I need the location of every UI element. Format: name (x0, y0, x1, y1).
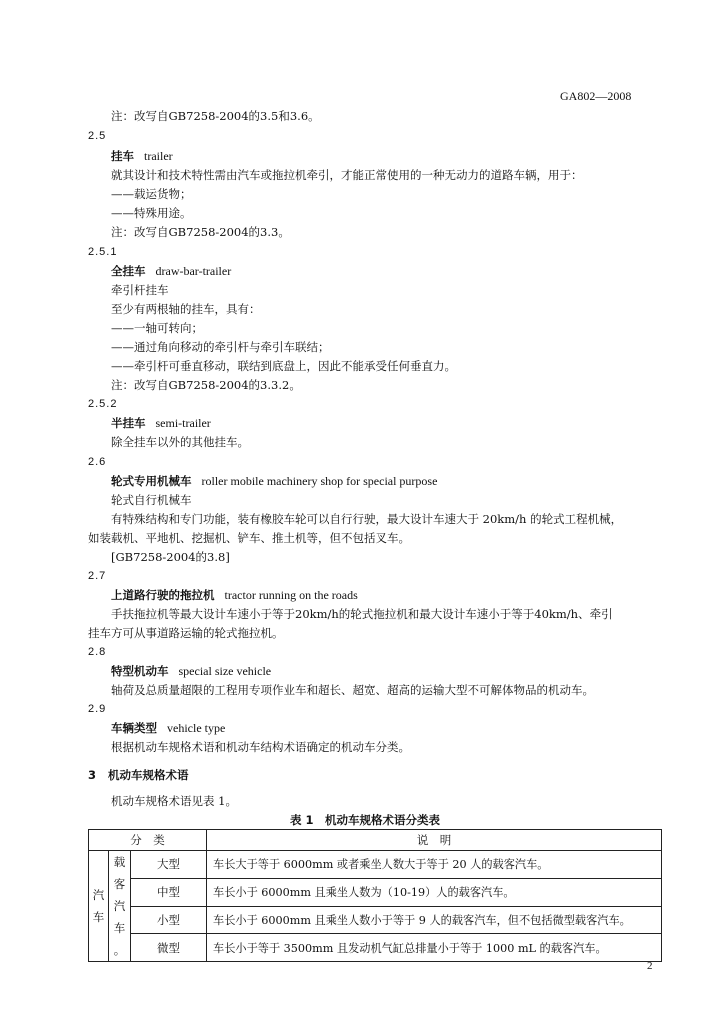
list-item: ——特殊用途。 (111, 206, 192, 220)
term-en: special size vehicle (178, 664, 272, 678)
reference: [GB7258-2004的3.8] (111, 550, 230, 564)
term-entry (111, 587, 358, 603)
clause-number: 2.6 (88, 456, 107, 468)
subgroup-char: 客 (113, 877, 126, 891)
term-en: trailer (144, 149, 173, 163)
section-heading (88, 767, 189, 783)
term-zh: 特型机动车 (111, 664, 169, 678)
section-intro: 机动车规格术语见表 1。 (111, 794, 237, 808)
size-cell: 中型 (131, 878, 207, 906)
term-entry (111, 720, 225, 736)
list-item: ——牵引杆可垂直移动，联结到底盘上，因此不能承受任何垂直力。 (111, 359, 456, 373)
definition: 至少有两根轴的挂车，具有： (111, 302, 261, 316)
group-cell (89, 851, 109, 962)
doc-code: GA802—2008 (560, 89, 632, 103)
term-entry (111, 263, 231, 279)
term-en: tractor running on the roads (224, 588, 358, 602)
list-item: ——载运货物； (111, 187, 192, 201)
note: 注：改写自GB7258-2004的3.3。 (111, 225, 290, 239)
clause-number: 2.5.2 (88, 398, 118, 410)
definition-continued: 如装载机、平地机、挖掘机、铲车、推土机等，但不包括叉车。 (88, 531, 410, 545)
table-row (89, 906, 662, 934)
clause-number: 2.9 (88, 703, 107, 715)
term-en: roller mobile machinery shop for special purpose (201, 474, 438, 488)
header-category: 分 类 (89, 830, 207, 851)
term-en: semi-trailer (155, 416, 211, 430)
desc-cell: 车长小于等于 3500mm 且发动机气缸总排量小于等于 1000 mL 的载客汽车。 (207, 934, 662, 962)
definition: 手扶拖拉机等最大设计车速小于等于20km/h的轮式拖拉机和最大设计车速小于等于40km/h、牵引 (111, 607, 613, 621)
term-zh: 轮式专用机械车 (111, 474, 192, 488)
section-number: 3 (88, 768, 97, 782)
term-zh: 挂车 (111, 149, 134, 163)
list-item: ——一轴可转向； (111, 321, 203, 335)
subgroup-char: 车 (113, 921, 126, 935)
subgroup-char: 。 (113, 943, 126, 957)
term-zh: 上道路行驶的拖拉机 (111, 588, 215, 602)
size-cell: 大型 (131, 851, 207, 879)
definition: 就其设计和技术特性需由汽车或拖拉机牵引，才能正常使用的一种无动力的道路车辆，用于： (111, 168, 583, 182)
subgroup-cell (109, 851, 131, 962)
classification-table (88, 829, 662, 962)
term-entry (111, 663, 271, 679)
alt-term: 牵引杆挂车 (111, 283, 169, 297)
size-cell: 小型 (131, 906, 207, 934)
list-item: ——通过角向移动的牵引杆与牵引车联结； (111, 340, 330, 354)
header-description: 说 明 (207, 830, 662, 851)
term-zh: 车辆类型 (111, 721, 157, 735)
desc-cell: 车长小于 6000mm 且乘坐人数为（10-19）人的载客汽车。 (207, 878, 662, 906)
note: 注：改写自GB7258-2004的3.3.2。 (111, 378, 301, 392)
table-row (89, 934, 662, 962)
clause-number: 2.5 (88, 130, 107, 142)
term-entry (111, 415, 211, 431)
term-entry (111, 473, 437, 489)
subgroup-char: 汽 (113, 899, 126, 913)
alt-term: 轮式自行机械车 (111, 493, 192, 507)
group-char: 车 (92, 910, 105, 924)
term-zh: 全挂车 (111, 264, 146, 278)
term-en: draw-bar-trailer (155, 264, 232, 278)
definition: 有特殊结构和专门功能，装有橡胶车轮可以自行行驶，最大设计车速大于 20km/h 的轮式工程机械， (111, 512, 623, 526)
clause-number: 2.5.1 (88, 246, 118, 258)
section-title: 机动车规格术语 (108, 768, 189, 782)
subgroup-char: 载 (113, 855, 126, 869)
definition: 根据机动车规格术语和机动车结构术语确定的机动车分类。 (111, 740, 410, 754)
clause-number: 2.7 (88, 570, 107, 582)
table-header-row (89, 830, 662, 851)
definition: 轴荷及总质量超限的工程用专项作业车和超长、超宽、超高的运输大型不可解体物品的机动车。 (111, 683, 594, 697)
note: 注：改写自GB7258-2004的3.5和3.6。 (111, 109, 320, 123)
term-en: vehicle type (167, 721, 226, 735)
definition: 除全挂车以外的其他挂车。 (111, 435, 249, 449)
term-zh: 半挂车 (111, 416, 146, 430)
definition-continued: 挂车方可从事道路运输的轮式拖拉机。 (88, 626, 284, 640)
term-entry (111, 148, 173, 164)
table-caption: 表 1 机动车规格术语分类表 (290, 813, 441, 827)
size-cell: 微型 (131, 934, 207, 962)
clause-number: 2.8 (88, 646, 107, 658)
table-row (89, 851, 662, 879)
page-number: 2 (647, 960, 653, 972)
group-char: 汽 (92, 888, 105, 902)
table-row (89, 878, 662, 906)
desc-cell: 车长大于等于 6000mm 或者乘坐人数大于等于 20 人的载客汽车。 (207, 851, 662, 879)
desc-cell: 车长小于 6000mm 且乘坐人数小于等于 9 人的载客汽车，但不包括微型载客汽车。 (207, 906, 662, 934)
